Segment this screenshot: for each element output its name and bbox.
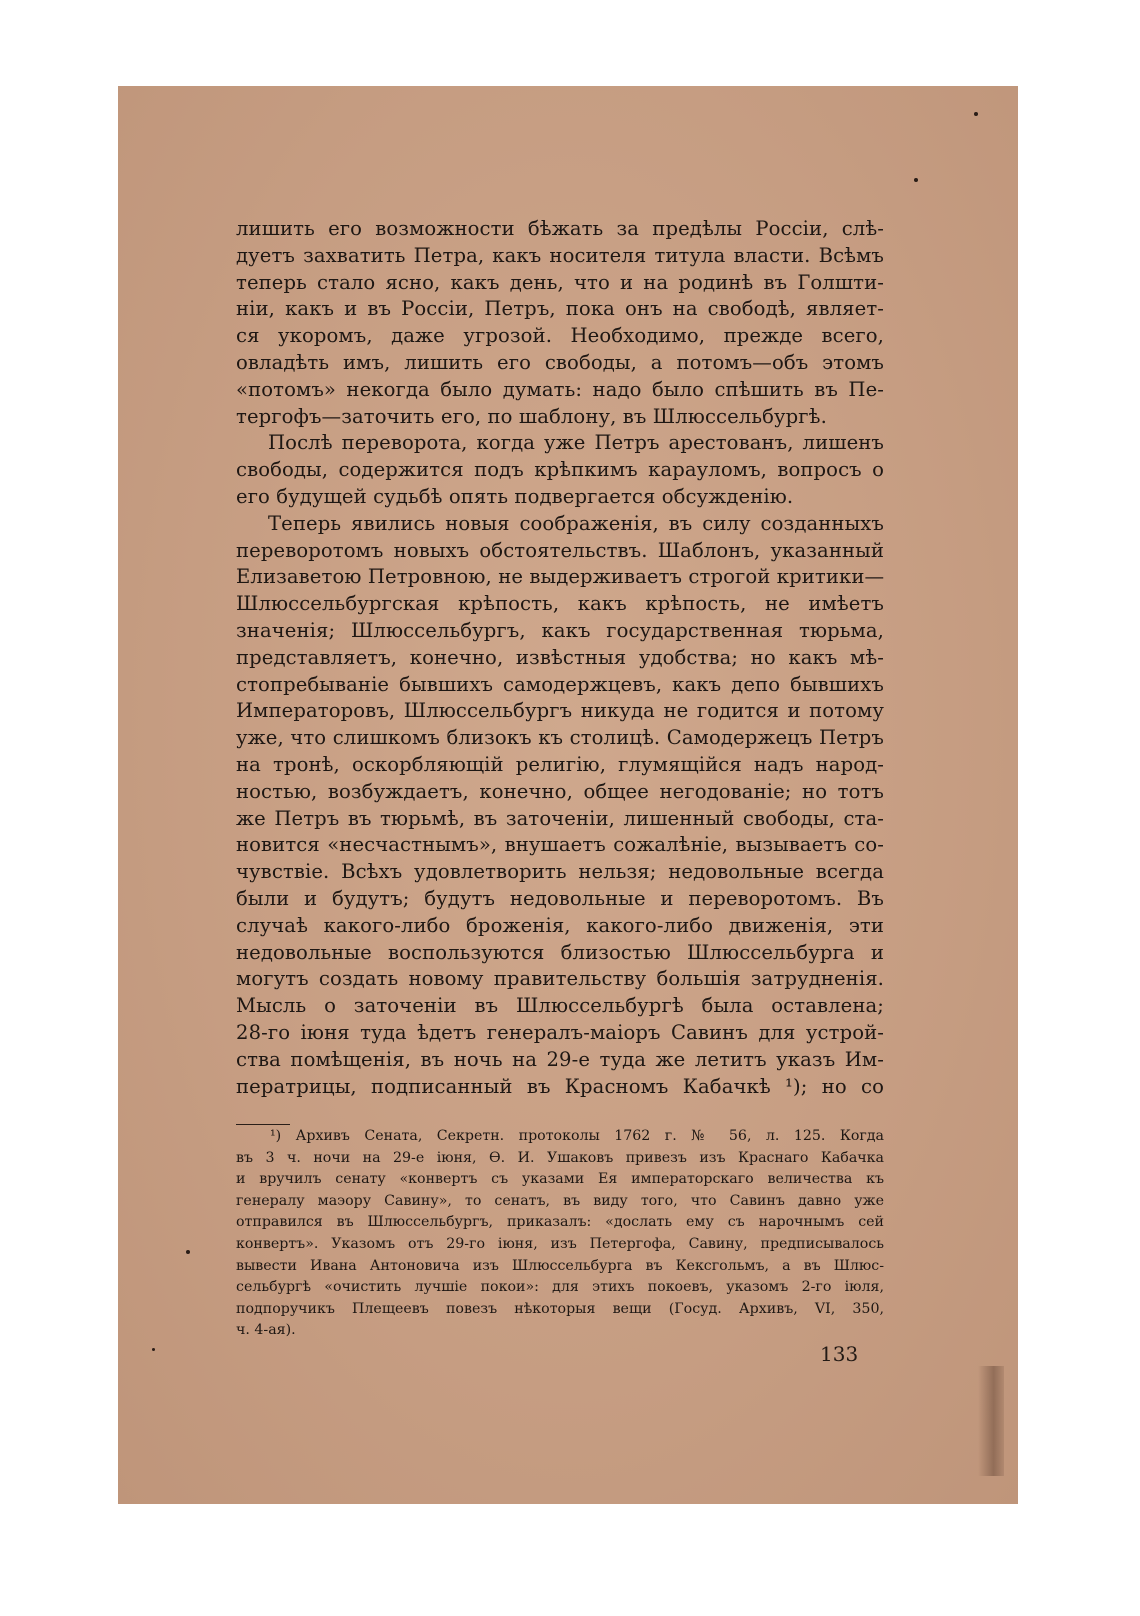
footnote-line: подпоручикъ Плещеевъ повезъ нѣкоторыя вещи (Госуд. Архивъ, VI, 350, — [236, 1300, 884, 1317]
ink-speck — [914, 178, 918, 182]
text-line: теперь стало ясно, какъ день, что и на родинѣ въ Голшти- — [236, 270, 884, 294]
text-line: случаѣ какого-либо броженія, какого-либо движенія, эти — [236, 913, 884, 937]
text-line: Мысль о заточеніи въ Шлюссельбургѣ была оставлена; — [236, 994, 884, 1018]
text-line: ностью, возбуждаетъ, конечно, общее негодованіе; но тотъ — [236, 779, 884, 803]
text-line: представляетъ, конечно, извѣстныя удобства; но какъ мѣ- — [236, 645, 884, 669]
text-line: были и будутъ; будутъ недовольные и переворотомъ. Въ — [236, 886, 884, 910]
footnote-line: въ 3 ч. ночи на 29-е іюня, Ѳ. И. Ушаковъ привезъ изъ Краснаго Кабачка — [236, 1149, 884, 1166]
text-line: овладѣть имъ, лишить его свободы, а потомъ—объ этомъ — [236, 350, 884, 374]
text-line: значенія; Шлюссельбургъ, какъ государственная тюрьма, — [236, 618, 884, 642]
text-line: Теперь явились новыя соображенія, въ силу созданныхъ — [268, 511, 884, 535]
text-line: ся укоромъ, даже угрозой. Необходимо, прежде всего, — [236, 324, 884, 348]
main-text — [236, 216, 884, 1100]
text-line: его будущей судьбѣ опять подвергается обсужденію. — [236, 484, 794, 508]
ink-speck — [186, 1250, 190, 1254]
text-line: могутъ создать новому правительству большія затрудненія. — [236, 967, 884, 991]
footnote-line: вывести Ивана Антоновича изъ Шлюссельбурга въ Кексгольмъ, а въ Шлюс- — [236, 1257, 884, 1274]
footnote-line: генералу маэору Савину», то сенатъ, въ виду того, что Савинъ давно уже — [236, 1192, 884, 1209]
footnote-line: конвертъ». Указомъ отъ 29-го іюня, изъ Петергофа, Савину, предписывалось — [236, 1235, 884, 1252]
footnote-rule — [236, 1124, 290, 1125]
binding-shadow — [978, 1366, 1004, 1476]
text-line: Послѣ переворота, когда уже Петръ арестованъ, лишенъ — [268, 431, 884, 455]
text-line: на тронѣ, оскорбляющій религію, глумящійся надъ народ- — [236, 752, 884, 776]
text-line: недовольные воспользуются близостью Шлюссельбурга и — [236, 940, 884, 964]
text-line: Императоровъ, Шлюссельбургъ никуда не годится и потому — [236, 699, 884, 723]
text-line: свободы, содержится подъ крѣпкимъ карауломъ, вопросъ о — [236, 458, 884, 482]
text-line: Шлюссельбургская крѣпость, какъ крѣпость, не имѣетъ — [236, 592, 884, 616]
text-line: переворотомъ новыхъ обстоятельствъ. Шаблонъ, указанный — [236, 538, 884, 562]
footnote-line: отправился въ Шлюссельбургъ, приказалъ: «дослать ему съ нарочнымъ сей — [236, 1214, 884, 1231]
text-line: новится «несчастнымъ», внушаетъ сожалѣніе, вызываетъ со- — [236, 833, 884, 857]
text-line: стопребываніе бывшихъ самодержцевъ, какъ депо бывшихъ — [236, 672, 884, 696]
footnote-line: и вручилъ сенату «конвертъ съ указами Ея императорскаго величества къ — [236, 1171, 884, 1188]
footnote-line: сельбургѣ «очистить лучшіе покои»: для этихъ покоевъ, указомъ 2-го іюля, — [236, 1279, 884, 1296]
footnote-line: ¹) Архивъ Сената, Секретн. протоколы 1762 г. № 56, л. 125. Когда — [270, 1128, 884, 1144]
text-line: тергофъ—заточить его, по шаблону, въ Шлюссельбургѣ. — [236, 404, 827, 428]
page-number: 133 — [820, 1342, 859, 1366]
text-line: уже, что слишкомъ близокъ къ столицѣ. Самодержецъ Петръ — [236, 726, 884, 750]
text-line: же Петръ въ тюрьмѣ, въ заточеніи, лишенный свободы, ста- — [236, 806, 884, 830]
text-line: «потомъ» некогда было думать: надо было спѣшить въ Пе- — [236, 377, 884, 401]
scanned-page — [118, 86, 1018, 1504]
text-line: Елизаветою Петровною, не выдерживаетъ строгой критики— — [236, 565, 884, 589]
text-line: 28-го іюня туда ѣдетъ генералъ-маіоръ Савинъ для устрой- — [236, 1020, 884, 1044]
footnote-line: ч. 4-ая). — [236, 1322, 296, 1339]
text-line: чувствіе. Всѣхъ удовлетворить нельзя; недовольные всегда — [236, 860, 884, 884]
ink-speck — [152, 1348, 155, 1351]
text-line: лишить его возможности бѣжать за предѣлы Россіи, слѣ- — [236, 217, 884, 240]
text-line: ніи, какъ и въ Россіи, Петръ, пока онъ на свободѣ, являет- — [236, 297, 884, 321]
text-line: ства помѣщенія, въ ночь на 29-е туда же летитъ указъ Им- — [236, 1047, 884, 1071]
text-line: ператрицы, подписанный въ Красномъ Кабачкѣ ¹); но со — [236, 1074, 884, 1098]
text-line: дуетъ захватить Петра, какъ носителя титула власти. Всѣмъ — [236, 243, 884, 267]
ink-speck — [974, 112, 978, 116]
footnote-block — [236, 1126, 884, 1342]
